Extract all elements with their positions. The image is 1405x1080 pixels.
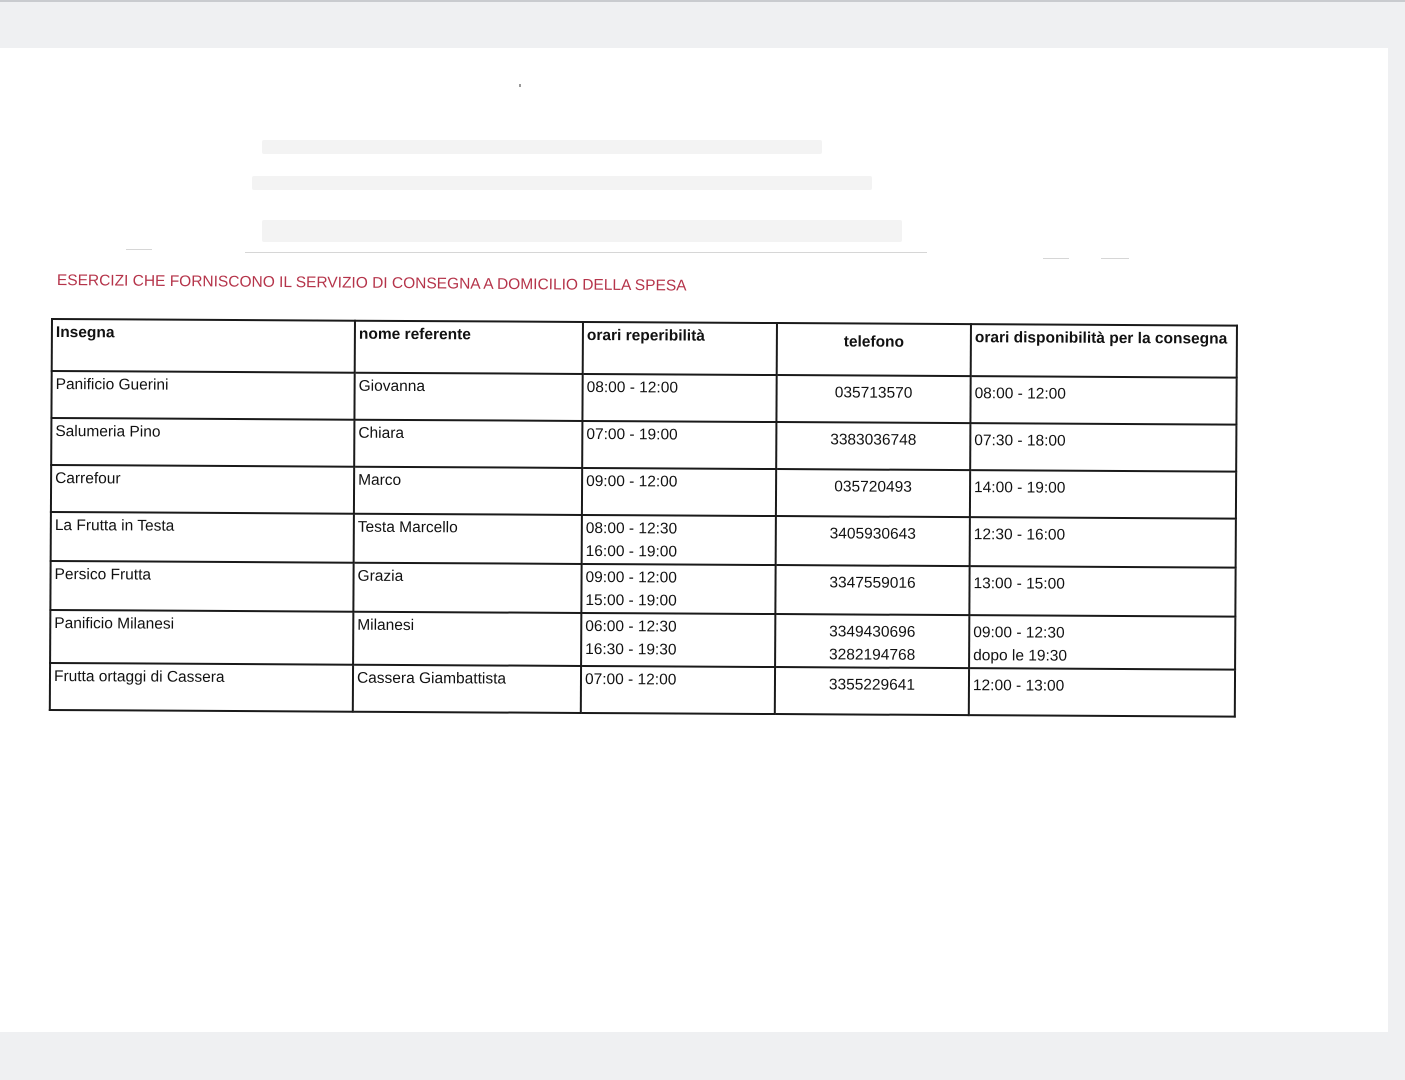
header-telefono: telefono [777,323,971,376]
table-row [51,512,1236,568]
header-nome-referente: nome referente [355,321,583,374]
cell-telefono [775,614,969,668]
faded-rule-right [1043,258,1069,259]
faded-header-text [262,140,822,154]
telefono-line: 3347559016 [829,574,916,592]
cell-reperibilita [581,613,775,667]
cell-referente: Testa Marcello [354,514,582,564]
telefono-line: 3405930643 [829,525,916,543]
cell-telefono [776,469,970,517]
telefono-line: 3383036748 [830,431,917,449]
table-row [51,418,1236,472]
consegna-line: 12:30 - 16:00 [973,526,1066,544]
scan-speck [519,84,521,87]
cell-consegna [970,517,1236,567]
cell-consegna [970,376,1236,424]
consegna-line: 09:00 - 12:30 [973,624,1065,642]
cell-consegna [969,615,1235,669]
telefono-line: 035720493 [834,478,912,496]
top-edge-rule [0,0,1405,2]
table-row [50,561,1235,617]
cell-consegna [969,566,1235,616]
reperibilita-line: 09:00 - 12:00 [585,568,677,587]
consegna-line: 07:30 - 18:00 [974,432,1066,450]
cell-consegna [970,470,1236,518]
cell-reperibilita [582,421,776,469]
cell-insegna: Persico Frutta [50,561,353,612]
document-title: ESERCIZI CHE FORNISCONO IL SERVIZIO DI CONSEGNA A DOMICILIO DELLA SPESA [56,272,687,295]
faded-header-text [252,176,872,190]
cell-insegna: Frutta ortaggi di Cassera [50,663,353,712]
consegna-line: 14:00 - 19:00 [974,479,1066,497]
cell-telefono [776,516,970,566]
cell-referente: Cassera Giambattista [353,665,581,713]
reperibilita-line: 09:00 - 12:00 [586,472,678,491]
cell-reperibilita [582,468,776,516]
cell-referente: Giovanna [354,373,582,421]
cell-insegna: La Frutta in Testa [51,512,354,563]
delivery-table-wrapper [49,318,1238,718]
faded-header-rule [245,252,927,253]
cell-telefono [776,422,970,470]
reperibilita-line: 07:00 - 19:00 [586,425,678,444]
reperibilita-line: 08:00 - 12:30 [585,519,678,538]
cell-telefono [775,667,969,715]
header-insegna: Insegna [52,319,355,373]
faded-header-text [262,220,902,242]
cell-insegna: Panificio Guerini [51,371,354,420]
cell-referente: Chiara [354,420,582,468]
telefono-line: 3282194768 [828,646,916,664]
consegna-line: 13:00 - 15:00 [973,575,1065,593]
telefono-line: 3349430696 [829,623,916,641]
cell-reperibilita [581,666,775,714]
table-row [51,465,1236,519]
cell-referente: Grazia [353,563,581,613]
reperibilita-line: 16:30 - 19:30 [585,640,677,659]
telefono-line: 3355229641 [828,676,916,694]
cell-referente: Milanesi [353,612,581,666]
faded-rule-right [1101,258,1129,259]
cell-insegna: Carrefour [51,465,354,514]
delivery-services-table [49,318,1238,718]
cell-telefono [776,375,970,423]
table-row [50,610,1235,670]
cell-telefono [775,565,969,615]
table-row [51,371,1236,425]
cell-reperibilita [582,515,776,565]
cell-reperibilita [581,564,775,614]
table-header-row [52,319,1237,378]
cell-consegna [969,668,1235,716]
reperibilita-line: 07:00 - 12:00 [584,670,677,689]
cell-reperibilita [582,374,776,422]
cell-insegna: Panificio Milanesi [50,610,353,665]
header-orari-reperibilita: orari reperibilità [583,322,777,375]
consegna-line: 12:00 - 13:00 [972,677,1065,695]
consegna-line: dopo le 19:30 [973,647,1068,665]
cell-insegna: Salumeria Pino [51,418,354,467]
cell-consegna [970,423,1236,471]
reperibilita-line: 15:00 - 19:00 [585,591,677,610]
reperibilita-line: 16:00 - 19:00 [585,542,678,561]
consegna-line: 08:00 - 12:00 [974,385,1066,403]
header-orari-consegna: orari disponibilità per la consegna [971,324,1237,377]
telefono-line: 035713570 [834,384,913,402]
faded-rule-left [126,249,152,250]
reperibilita-line: 08:00 - 12:00 [586,378,679,397]
cell-referente: Marco [354,467,582,515]
table-row [50,663,1235,717]
reperibilita-line: 06:00 - 12:30 [585,617,677,636]
